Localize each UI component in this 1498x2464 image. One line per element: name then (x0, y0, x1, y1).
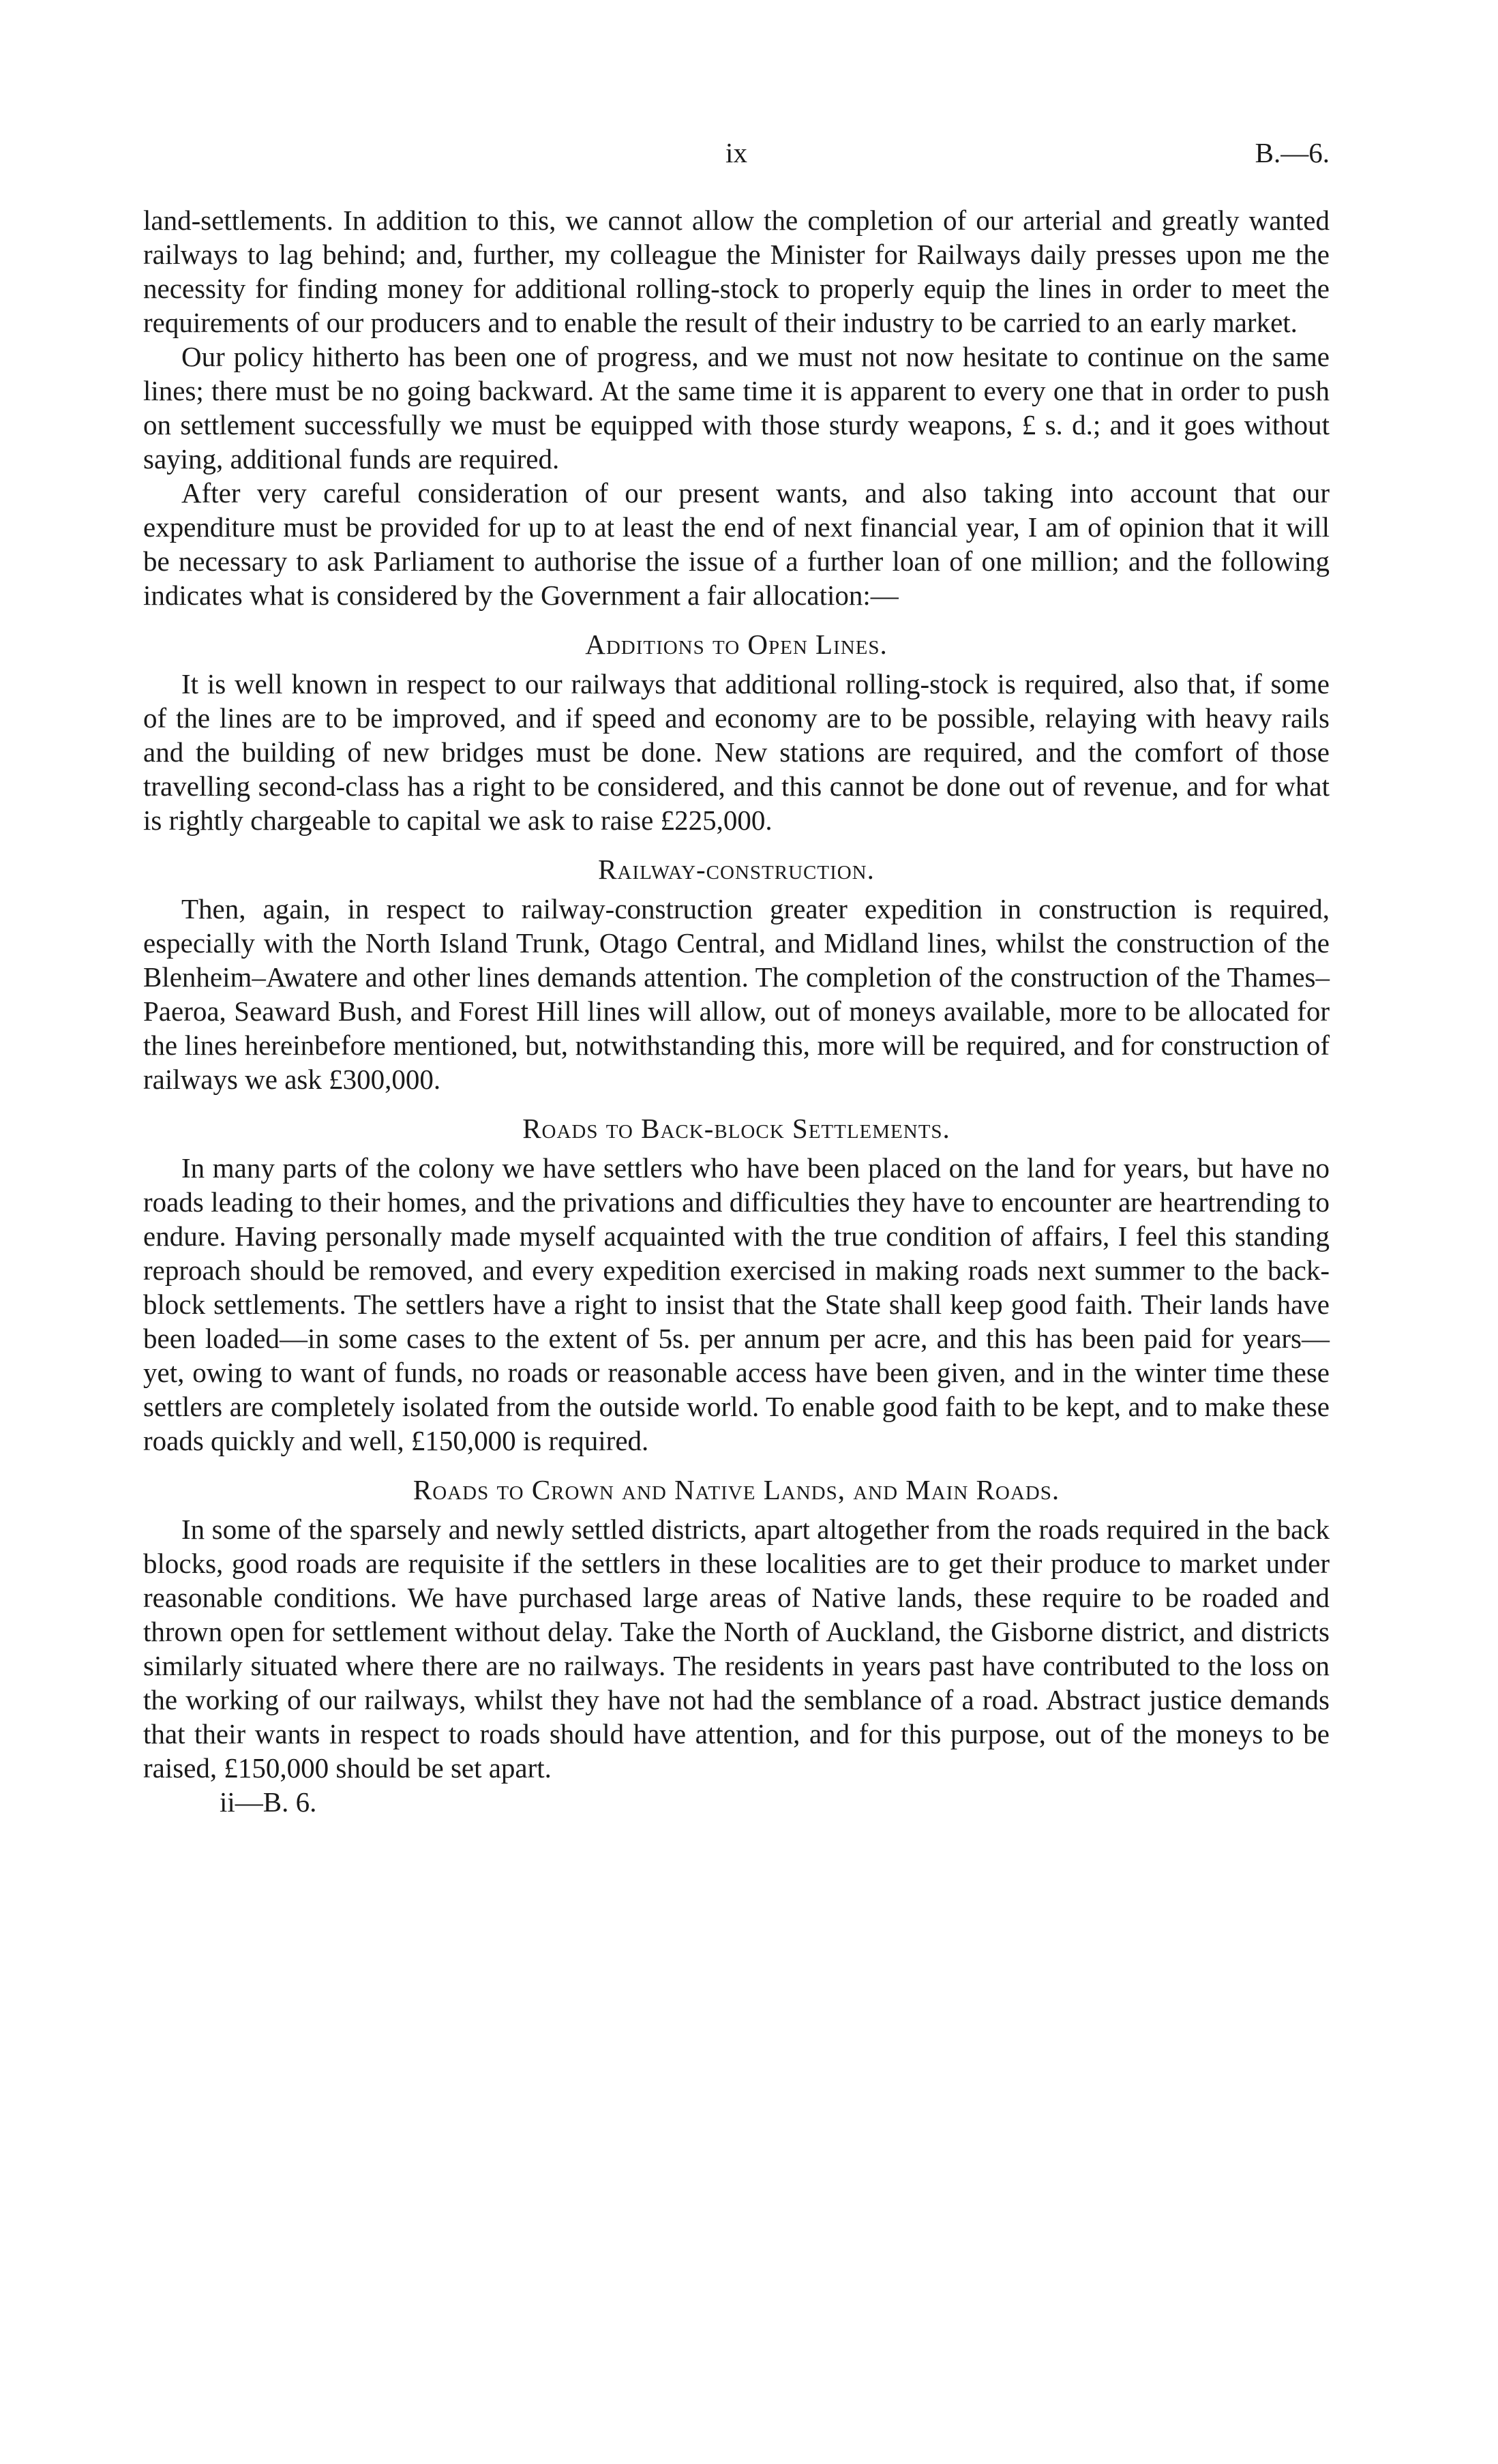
page-number: ix (725, 137, 747, 168)
paragraph-land-settlements: land-settlements. In addition to this, we cannot allow the completion of our arterial and greatly wanted railways to lag behind; and, further, my colleague the Minister for Railways daily presses upon me the necessity for finding money for additional rolling-stock to properly equip the lines in order to meet the requirements of our producers and to enable the result of their industry to be carried to an early market. (143, 205, 1330, 338)
paragraph-allocation: After very careful consideration of our present wants, and also taking into account that our expenditure must be provided for up to at least the end of next financial year, I am of opinion that it will be necessary to ask Parliament to authorise the issue of a further loan of one million; and the following indicates what is considered by the Government a fair allocation:— (143, 477, 1330, 611)
paragraph-railway-construction: Then, again, in respect to railway-construction greater expedition in construction is required, especially with the North Island Trunk, Otago Central, and Midland lines, whilst the construction of the Blenheim–Awatere and other lines demands attention. The completion of the construction of the Thames–Paeroa, Seaward Bush, and Forest Hill lines will allow, out of moneys available, more to be allocated for the lines hereinbefore mentioned, but, notwithstanding this, more will be required, and for construction of railways we ask £300,000. (143, 893, 1330, 1095)
heading-additions-to-open-lines: Additions to Open Lines. (585, 629, 888, 660)
page-header (143, 136, 1330, 177)
body-text (143, 203, 1330, 1819)
paragraph-crown-native-lands: In some of the sparsely and newly settled districts, apart altogether from the roads required in the back blocks, good roads are requisite if the settlers in these localities are to get their produce to market under reasonable conditions. We have purchased large areas of Native lands, these require to be roaded and thrown open for settlement without delay. Take the North of Auckland, the Gisborne district, and districts similarly situated where there are no railways. The residents in years past have contributed to the loss on the working of our railways, whilst they have not had the semblance of a road. Abstract justice demands that their wants in respect to roads should have attention, and for this purpose, out of the moneys to be raised, £150,000 should be set apart. (143, 1514, 1330, 1784)
heading-back-block-roads: Roads to Back-block Settlements. (522, 1113, 950, 1144)
heading-crown-native-lands: Roads to Crown and Native Lands, and Main Roads. (413, 1474, 1060, 1505)
paragraph-back-block-roads: In many parts of the colony we have settlers who have been placed on the land for years, but have no roads leading to their homes, and the privations and difficulties they have to encounter are heartrending to endure. Having personally made myself acquainted with the true condition of affairs, I feel this standing reproach should be removed, and every expedition exercised in making roads next summer to the back-block settlements. The settlers have a right to insist that the State shall keep good faith. Their lands have been loaded—in some cases to the extent of 5s. per annum per acre, and this has been paid for years—yet, owing to want of funds, no roads or reasonable access have been given, and in the winter time these settlers are completely isolated from the outside world. To enable good faith to be kept, and to make these roads quickly and well, £150,000 is required. (143, 1152, 1330, 1456)
paragraph-open-lines: It is well known in respect to our railways that additional rolling-stock is required, also that, if some of the lines are to be improved, and if speed and economy are to be possible, relaying with heavy rails and the building of new bridges must be done. New stations are required, and the comfort of those travelling second-class has a right to be considered, and this cannot be done out of revenue, and for what is rightly chargeable to capital we ask to raise £225,000. (143, 668, 1330, 836)
paragraph-policy: Our policy hitherto has been one of progress, and we must not now hesitate to continue on the same lines; there must be no going backward. At the same time it is apparent to every one that in order to push on settlement successfully we must be equipped with those sturdy weapons, £ s. d.; and it goes without saying, additional funds are required. (143, 341, 1330, 475)
document-reference: B.—6. (1255, 137, 1330, 168)
signature-reference: ii—B. 6. (220, 1786, 317, 1818)
heading-railway-construction: Railway-construction. (598, 854, 875, 885)
